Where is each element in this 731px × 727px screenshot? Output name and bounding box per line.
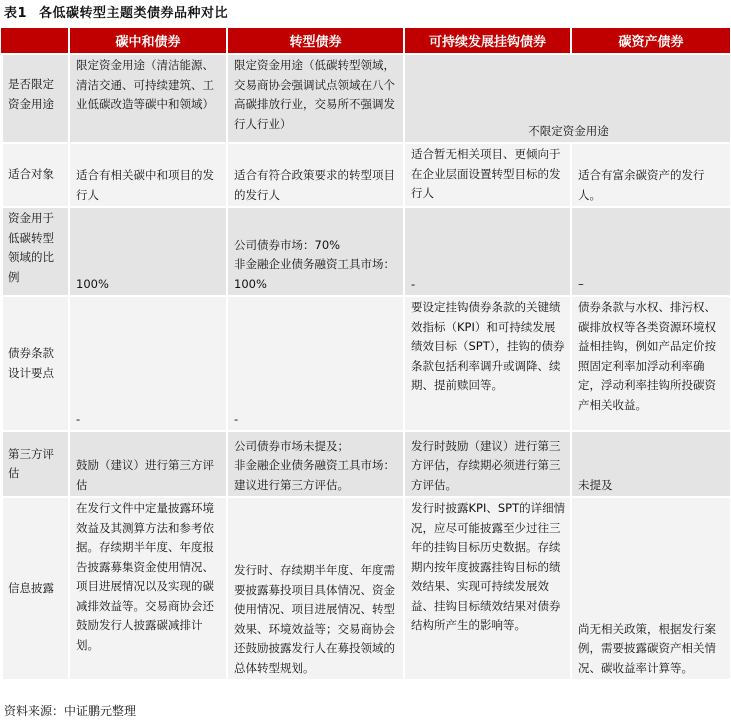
row-header-target: 适合对象 [1,142,68,206]
table-row [1,142,730,206]
header-sustainability-linked-bonds: 可持续发展挂钩债券 [403,28,570,53]
cell-transition [226,430,403,496]
cell-carbon-neutral: 限定资金用途（清洁能源、清洁交通、可持续建筑、工业低碳改造等碳中和领域） [68,53,226,142]
cell-carbon-neutral: 鼓励（建议）进行第三方评估 [68,430,226,496]
row-header-disclosure: 信息披露 [1,496,68,679]
row-header-third-party: 第三方评估 [1,430,68,496]
cell-transition: - [226,295,403,430]
cell-sustainability-linked: 适合暂无相关项目、更倾向于在企业层面设置转型目标的发行人 [403,142,570,206]
row-header-terms: 债券条款设计要点 [1,295,68,430]
cell-sustainability-linked: - [403,206,570,295]
header-corner [1,28,68,53]
cell-carbon-neutral: - [68,295,226,430]
cell-transition [226,206,403,295]
header-row [1,28,730,53]
cell-carbon-neutral: 100% [68,206,226,295]
cell-carbon-neutral: 在发行文件中定量披露环境效益及其测算方法和参考依据。存续期半年度、年度报告披露募集资金使用情况、项目进展情况以及实现的碳减排效益等。交易商协会还鼓励发行人披露碳减排计划。 [68,496,226,679]
cell-line: 公司债券市场未提及； [234,438,349,453]
table-row [1,206,730,295]
table-title: 各低碳转型主题类债券品种对比 [39,6,229,21]
cell-carbon-asset: 未提及 [570,430,730,496]
row-header-use-of-funds: 是否限定资金用途 [1,53,68,142]
source-note: 资料来源：中证鹏元整理 [4,704,137,718]
cell-carbon-asset: 尚无相关政策，根据发行案例，需要披露碳资产相关情况、碳收益率计算等。 [570,496,730,679]
table-number: 表1 [4,6,28,21]
cell-transition: 适合有符合政策要求的转型项目的发行人 [226,142,403,206]
cell-line: 非金融企业债务融资工具市场：建议进行第三方评估。 [234,458,395,492]
cell-carbon-asset: 债券条款与水权、排污权、碳排放权等各类资源环境权益相挂钩，例如产品定价按照固定利率加浮动利率确定，浮动利率挂钩所投碳资产相关收益。 [570,295,730,430]
header-carbon-asset-bonds: 碳资产债券 [570,28,730,53]
cell-sustainability-linked: 发行时鼓励（建议）进行第三方评估，存续期必须进行第三方评估。 [403,430,570,496]
cell-sustainability-linked: 发行时披露KPI、SPT的详细情况，应尽可能披露至少过往三年的挂钩目标历史数据。存续期内按年度披露挂钩目标的绩效结果、实现可持续发展效益、挂钩目标绩效结果对债券结构所产生的影响等。 [403,496,570,679]
table-row [1,53,730,142]
row-header-proportion: 资金用于低碳转型领域的比例 [1,206,68,295]
table-row [1,295,730,430]
header-transition-bonds: 转型债券 [226,28,403,53]
cell-carbon-asset: – [570,206,730,295]
cell-line: 非金融企业债务融资工具市场：100% [234,257,395,291]
header-carbon-neutral-bonds: 碳中和债券 [68,28,226,53]
cell-line: 公司债券市场：70% [234,237,341,252]
cell-sustainability-and-carbon-asset: 不限定资金用途 [403,53,730,142]
table-row [1,430,730,496]
cell-carbon-neutral: 适合有相关碳中和项目的发行人 [68,142,226,206]
table-caption [4,3,228,25]
table-row [1,496,730,679]
cell-sustainability-linked: 要设定挂钩债券条款的关键绩效指标（KPI）和可持续发展绩效目标（SPT），挂钩的债券条款包括利率调升或调降、续期、提前赎回等。 [403,295,570,430]
cell-transition: 发行时、存续期半年度、年度需要披露募投项目具体情况、资金使用情况、项目进展情况、转型效果、环境效益等；交易商协会还鼓励披露发行人在募投领域的总体转型规划。 [226,496,403,679]
comparison-table [1,28,730,679]
cell-transition: 限定资金用途（低碳转型领域，交易商协会强调试点领域在八个高碳排放行业，交易所不强调发行人行业） [226,53,403,142]
cell-carbon-asset: 适合有富余碳资产的发行人。 [570,142,730,206]
